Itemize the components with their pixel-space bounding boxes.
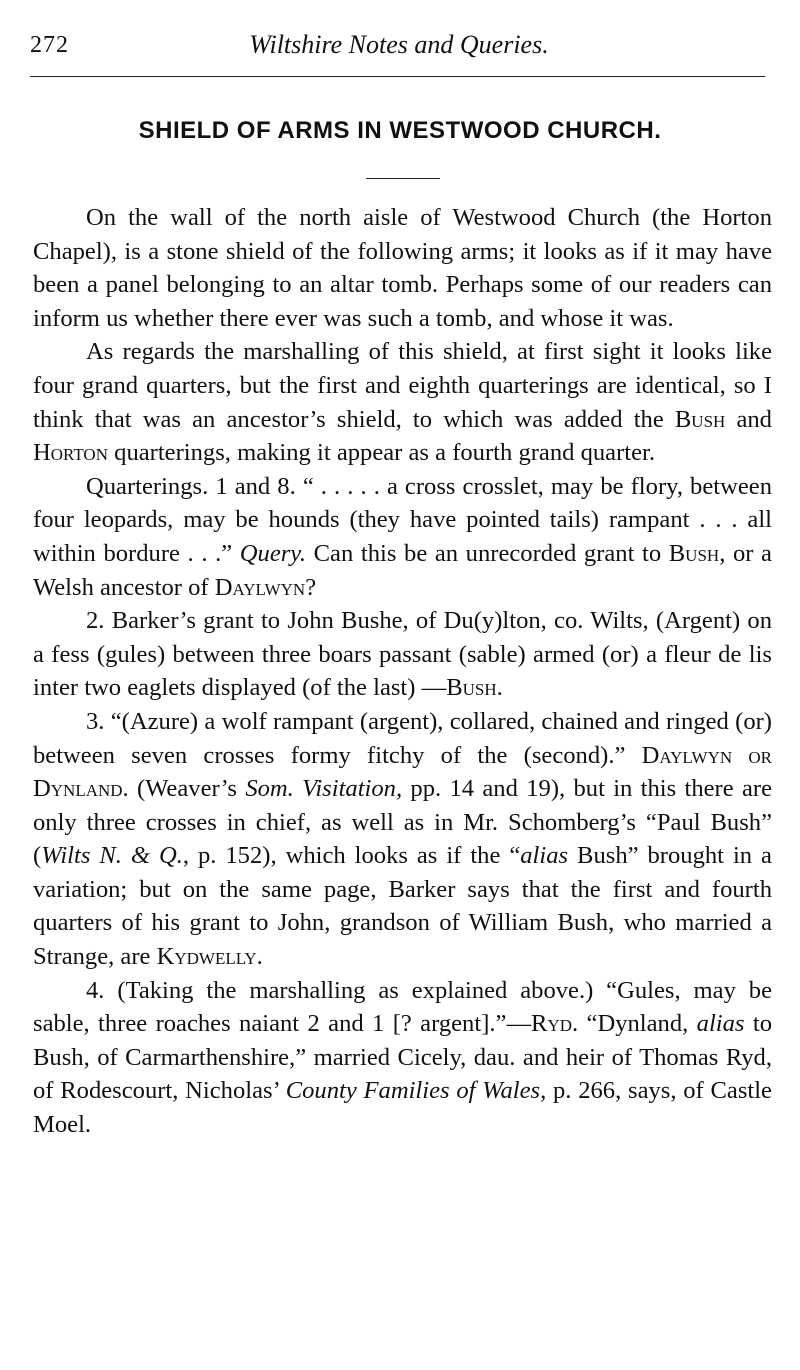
name-horton: Horton — [33, 439, 108, 467]
name-bush: Bush — [674, 405, 726, 433]
text-run: and — [725, 405, 772, 433]
alias-word: alias — [696, 1010, 745, 1038]
text-run: , or a Welsh ancestor of — [33, 539, 772, 601]
citation-county-families: County Families of Wales, — [285, 1077, 547, 1105]
paragraph-2 — [33, 335, 772, 469]
text-run: , p. 152), which looks as if the “ — [182, 842, 521, 870]
text-run: As regards the marshalling of this shield, at first sight it looks like four grand quarters, but the first and eighth quarterings are identical, so I think that was an ancestor’s shield, to which was added the — [33, 338, 772, 433]
text-run: quarterings, making it appear as a fourth grand quarter. — [108, 439, 656, 467]
name-bush: Bush — [668, 539, 720, 567]
text-run: 3. “(Azure) a wolf rampant (argent), collared, chained and ringed (or) between seven crosses formy fitchy of the (second).” — [33, 707, 772, 769]
name-ryd: Ryd. — [531, 1010, 579, 1038]
paragraph-6 — [33, 974, 772, 1142]
name-daylwyn: Daylwyn — [214, 573, 306, 601]
text-run: p. 266, says, of Castle Moel. — [33, 1077, 772, 1139]
title-rule — [366, 178, 440, 179]
text-run: “Dynland, — [578, 1010, 697, 1038]
name-daylwyn-dynland: Daylwyn or Dynland. — [33, 741, 772, 803]
page-number: 272 — [30, 32, 69, 58]
text-run: Bush” brought in a variation; but on the same page, Barker says that the first and fourth quarters of his grant to John, grandson of William Bush, who married a Strange, are — [33, 842, 772, 971]
text-run: Can this be an unrecorded grant to — [306, 539, 669, 567]
article-body — [33, 201, 772, 1142]
paragraph-3 — [33, 470, 772, 604]
article-title: SHIELD OF ARMS IN WESTWOOD CHURCH. — [138, 117, 662, 144]
paragraph-1: On the wall of the north aisle of Westwood Church (the Horton Chapel), is a stone shield of the following arms; it looks as if it may have been a panel belonging to an altar tomb. Perhaps some of our readers can inform us whether there ever was such a tomb, and whose it was. — [33, 204, 772, 332]
name-kydwelly: Kydwelly. — [156, 943, 263, 971]
paragraph-4 — [33, 604, 772, 705]
text-run: (Weaver’s — [128, 775, 246, 803]
paragraph-5 — [33, 705, 772, 974]
text-run: pp. 14 and 19), but in this there are only three crosses in chief, as well as in Mr. Schomberg’s “Paul Bush” ( — [33, 775, 772, 870]
text-run: 4. (Taking the marshalling as explained above.) “Gules, may be sable, three roaches naiant 2 and 1 [? argent].”— — [33, 976, 772, 1038]
header-rule — [30, 76, 765, 77]
text-run: to Bush, of Carmarthenshire,” married Cicely, dau. and heir of Thomas Ryd, of Rodescourt, Nicholas’ — [33, 1010, 772, 1105]
running-head — [30, 30, 768, 64]
text-run: 2. Barker’s grant to John Bushe, of Du(y)lton, co. Wilts, (Argent) on a fess (gules) between three boars passant (sable) armed (or) a fleur de lis inter two eaglets displayed (of the last) — — [33, 607, 772, 702]
text-run: ? — [305, 573, 317, 601]
citation-som-visitation: Som. Visitation, — [245, 775, 403, 803]
journal-title: Wiltshire Notes and Queries. — [249, 30, 549, 59]
citation-wilts-nq: Wilts N. & Q. — [41, 842, 183, 870]
query-label: Query. — [239, 539, 307, 567]
name-bush: Bush. — [446, 674, 503, 702]
text-run: Quarterings. 1 and 8. “ . . . . . a cross crosslet, may be flory, between four leopards, may be hounds (they have pointed tails) rampant . . . all within bordure . . .” — [33, 472, 772, 567]
alias-word: alias — [520, 842, 569, 870]
